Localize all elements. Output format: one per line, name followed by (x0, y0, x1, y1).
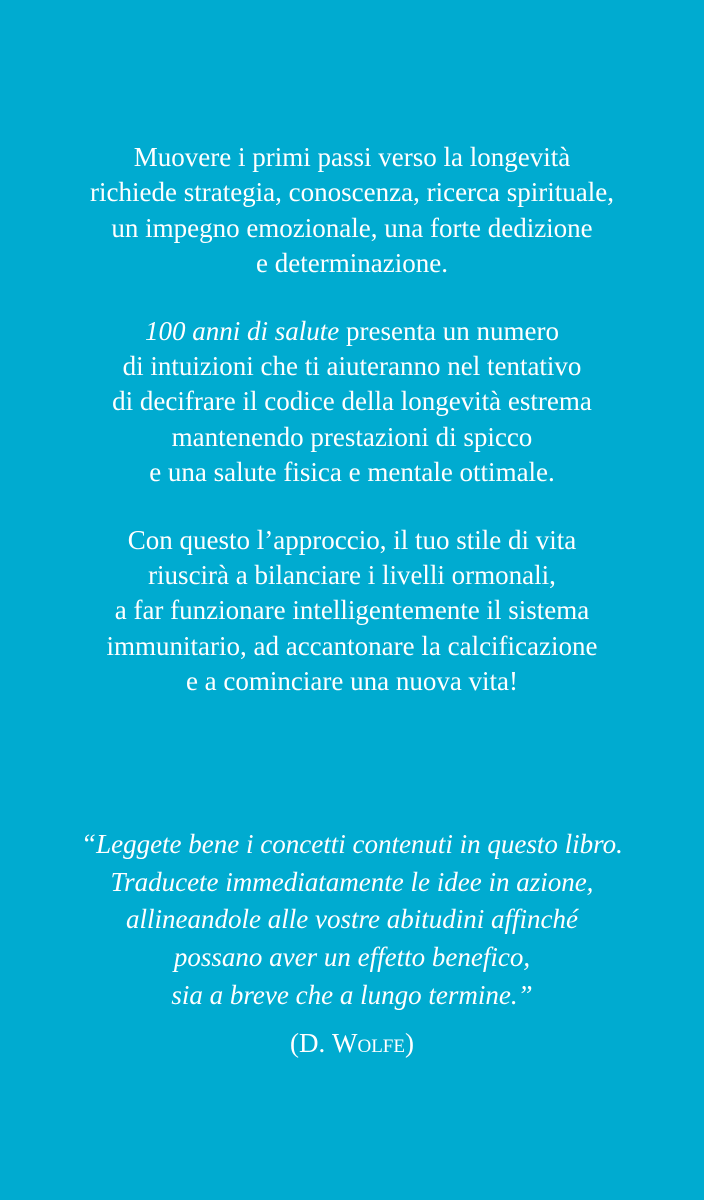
paragraph-line: e una salute fisica e mentale ottimale. (149, 457, 555, 488)
attribution-open: (D. (290, 1028, 332, 1058)
quote-line: Traducete immediatamente le idee in azione, (110, 866, 594, 897)
paragraph-line: riuscirà a bilanciare i livelli ormonali, (148, 560, 556, 591)
paragraph-line-rest: presenta un numero (339, 315, 559, 346)
paragraph-line: di intuizioni che ti aiuteranno nel tentativo (122, 351, 582, 382)
quote-line: possano aver un effetto benefico, (173, 942, 531, 973)
paragraph-line: un impegno emozionale, una forte dedizione (111, 212, 593, 243)
quote-line: allineandole alle vostre abitudini affinché (126, 904, 578, 935)
paragraph-line: e determinazione. (256, 248, 448, 279)
paragraph-line: richiede strategia, conoscenza, ricerca spirituale, (90, 177, 614, 208)
paragraph-line (22, 314, 682, 349)
attribution-close: ) (404, 1028, 414, 1058)
paragraph-line: immunitario, ad accantonare la calcificazione (106, 630, 598, 661)
book-description-paragraph (22, 314, 682, 491)
attribution-author: Wolfe (332, 1028, 405, 1058)
paragraph-line: e a cominciare una nuova vita! (185, 666, 519, 697)
quote-attribution (0, 1024, 704, 1062)
approach-paragraph (22, 523, 682, 700)
paragraph-line: a far funzionare intelligentemente il sistema (114, 595, 590, 626)
paragraph-line: Con questo l’approccio, il tuo stile di vita (127, 524, 577, 555)
quote-line: sia a breve che a lungo termine.” (171, 979, 533, 1010)
intro-paragraph (22, 140, 682, 282)
quote-line: “Leggete bene i concetti contenuti in questo libro. (81, 829, 623, 859)
paragraph-line: di decifrare il codice della longevità estrema (112, 386, 592, 417)
paragraph-line: Muovere i primi passi verso la longevità (133, 142, 571, 172)
quote-block (0, 826, 704, 1015)
book-title: 100 anni di salute (145, 315, 340, 346)
paragraph-line: mantenendo prestazioni di spicco (171, 421, 533, 452)
